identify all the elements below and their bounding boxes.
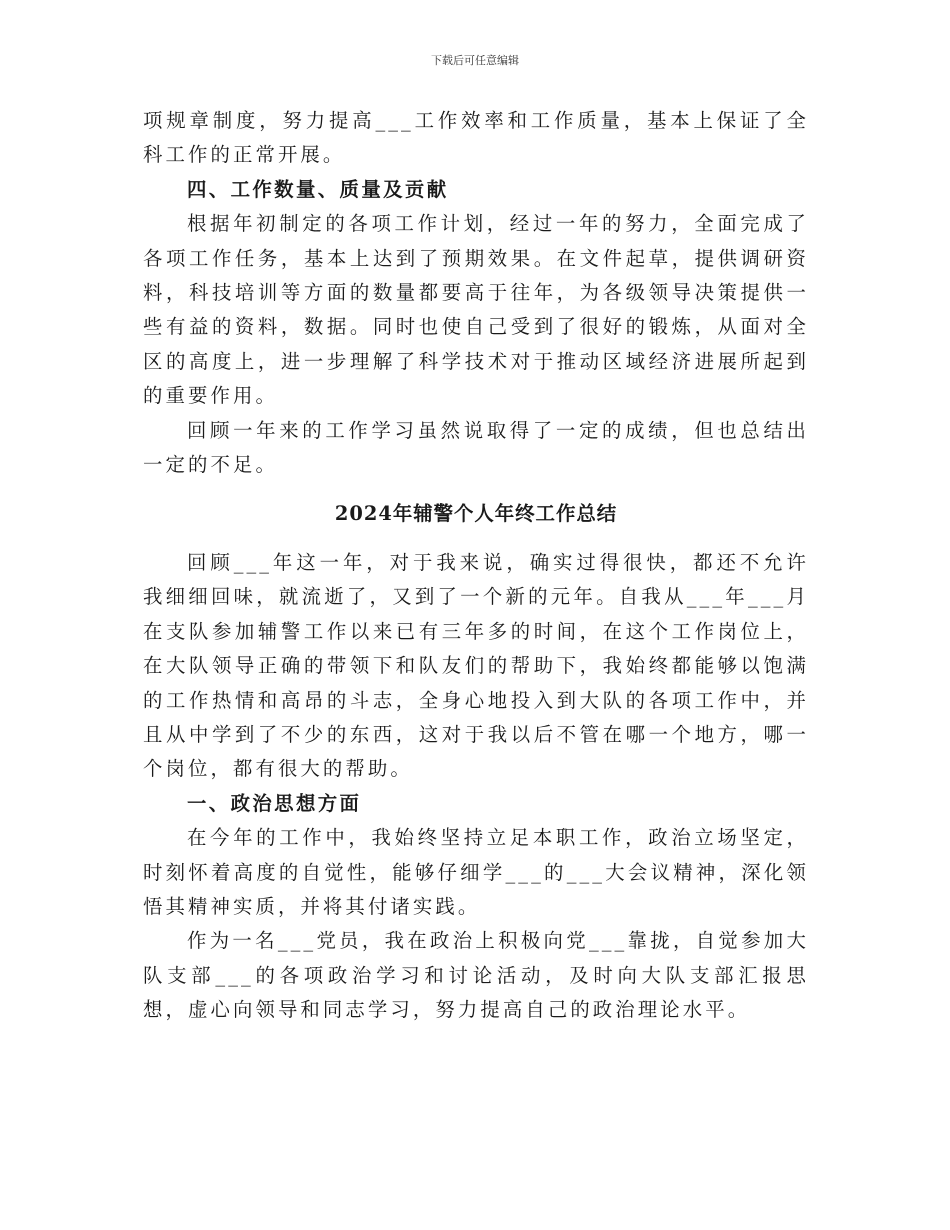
- paragraph: 在今年的工作中，我始终坚持立足本职工作，政治立场坚定，时刻怀着高度的自觉性，能够仔细学___的___大会议精神，深化领悟其精神实质，并将其付诸实践。: [143, 826, 809, 918]
- paragraph: 根据年初制定的各项工作计划，经过一年的努力，全面完成了各项工作任务，基本上达到了预期效果。在文件起草，提供调研资料，科技培训等方面的数量都要高于往年，为各级领导决策提供一些有益的资料，数据。同时也使自己受到了很好的锻炼，从面对全区的高度上，进一步理解了科学技术对于推动区域经济进展所起到的重要作用。: [143, 212, 809, 408]
- document-title: 2024年辅警个人年终工作总结: [334, 502, 618, 526]
- section-heading: 四、工作数量、质量及贡献: [187, 177, 449, 201]
- paragraph: 回顾一年来的工作学习虽然说取得了一定的成绩，但也总结出一定的不足。: [143, 418, 809, 477]
- document-body: [143, 104, 809, 1028]
- section-heading: 一、政治思想方面: [187, 791, 362, 815]
- paragraph: 项规章制度，努力提高___工作效率和工作质量，基本上保证了全科工作的正常开展。: [143, 109, 809, 167]
- page-header: 下载后可任意编辑: [431, 54, 519, 67]
- paragraph: 作为一名___党员，我在政治上积极向党___靠拢，自觉参加大队支部___的各项政治学习和讨论活动，及时向大队支部汇报思想，虚心向领导和同志学习，努力提高自己的政治理论水平。: [143, 929, 809, 1022]
- paragraph: 回顾___年这一年，对于我来说，确实过得很快，都还不允许我细细回味，就流逝了，又到了一个新的元年。自我从___年___月在支队参加辅警工作以来已有三年多的时间，在这个工作岗位上，在大队领导正确的带领下和队友们的帮助下，我始终都能够以饱满的工作热情和高昂的斗志，全身心地投入到大队的各项工作中，并且从中学到了不少的东西，这对于我以后不管在哪一个地方，哪一个岗位，都有很大的帮助。: [143, 550, 809, 781]
